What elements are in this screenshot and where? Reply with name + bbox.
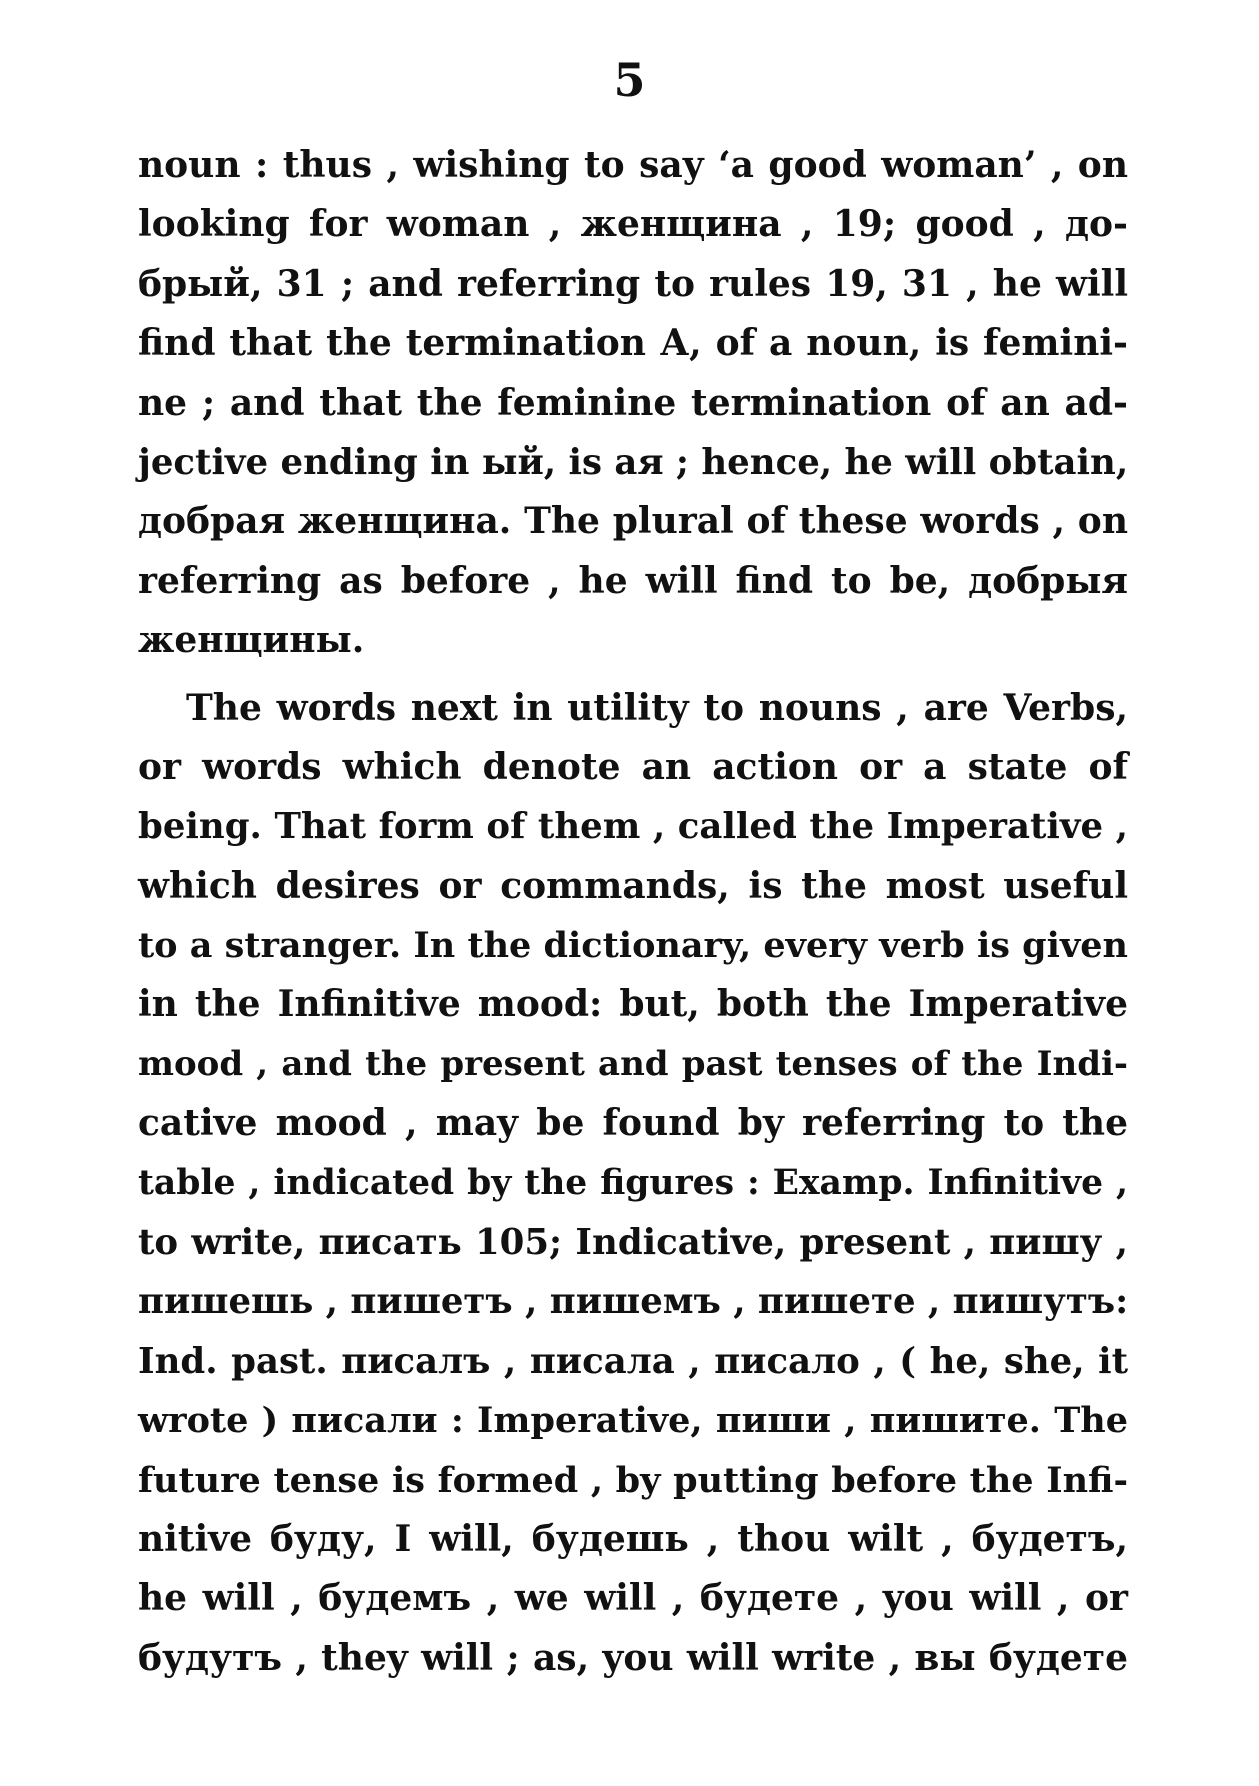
text-line: jective ending in ый, is ая ; hence, he will obtain,: [138, 441, 1129, 483]
text-line: ne ; and that the feminine termination of an ad-: [138, 381, 1128, 424]
text-line: женщины.: [138, 619, 365, 662]
text-line: брый, 31 ; and referring to rules 19, 31 , he will: [138, 262, 1128, 305]
text-line: Ind. past. писалъ , писала , писало , ( he, she, it: [138, 1340, 1128, 1382]
text-line: future tense is formed , by putting before the Infi-: [138, 1459, 1128, 1501]
text-line: find that the termination А, of a noun, is femini-: [138, 322, 1128, 365]
text-line: nitive буду, I will, будешь , thou wilt , будетъ,: [138, 1517, 1128, 1560]
text-line: which desires or commands, is the most useful: [138, 864, 1128, 907]
text-line: wrote ) писали : Imperative, пиши , пишите. The: [138, 1400, 1128, 1442]
text-line: пишешь , пишетъ , пишемъ , пишете , пишутъ:: [138, 1281, 1129, 1323]
text-line: looking for woman , женщина , 19; good , до-: [138, 203, 1128, 246]
text-line: добрая женщина. The plural of these words , on: [138, 500, 1128, 543]
text-line: The words next in utility to nouns , are Verbs,: [186, 686, 1128, 729]
text-line: in the Infinitive mood: but, both the Imperative: [138, 983, 1128, 1026]
text-line: being. That form of them , called the Imperative ,: [138, 806, 1128, 848]
paragraph-gap: [138, 671, 1128, 679]
text-line: he will , будемъ , we will , будете , you will , or: [138, 1577, 1128, 1620]
text-line: referring as before , he will find to be, добрыя: [138, 559, 1128, 602]
text-line: or words which denote an action or a state of: [138, 745, 1128, 788]
text-line: table , indicated by the figures : Examp. Infinitive ,: [138, 1162, 1128, 1203]
text-line: будутъ , they will ; as, you will write , вы будете: [138, 1636, 1128, 1679]
text-line: to write, писать 105; Indicative, present , пишу ,: [138, 1222, 1128, 1264]
text-line: mood , and the present and past tenses of the Indi-: [138, 1043, 1128, 1084]
body-text: [138, 136, 1128, 1688]
page-number: 5: [613, 53, 646, 107]
paragraph-2: [138, 679, 1128, 1689]
text-line: cative mood , may be found by referring to the: [138, 1102, 1128, 1145]
paragraph-1: [138, 136, 1128, 671]
text-line: noun : thus , wishing to say ‘a good woman’ , on: [138, 144, 1128, 186]
text-line: to a stranger. In the dictionary, every verb is given: [138, 925, 1128, 967]
